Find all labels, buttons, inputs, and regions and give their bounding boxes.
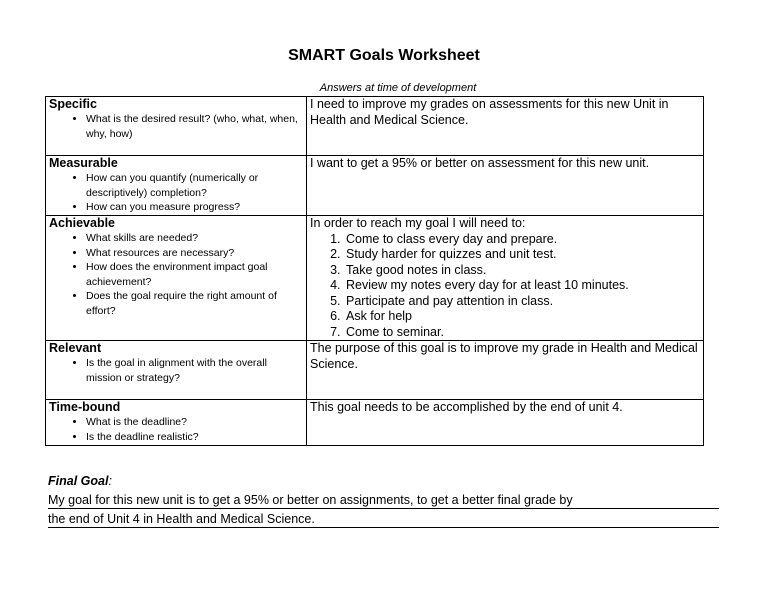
question-item: • Is the goal in alignment with the overall mission or strategy? [86, 356, 302, 385]
criterion-cell [46, 341, 307, 400]
question-item: • What is the desired result? (who, what, when, why, how) [86, 112, 302, 141]
question-item: • How can you quantify (numerically or descriptively) completion? [86, 171, 302, 200]
action-step: 7. Come to seminar. [344, 325, 703, 341]
action-step: 6. Ask for help [344, 309, 703, 325]
guiding-questions [49, 415, 306, 444]
guiding-questions [49, 171, 306, 215]
table-row-achievable [46, 216, 704, 341]
table-row-time-bound [46, 400, 704, 446]
question-item: • What skills are needed? [86, 231, 302, 246]
action-step: 5. Participate and pay attention in class. [344, 294, 703, 310]
criterion-cell [46, 400, 307, 446]
action-step: 4. Review my notes every day for at least 10 minutes. [344, 278, 703, 294]
table-row-measurable [46, 156, 704, 216]
criterion-measurable: Measurable [49, 156, 118, 170]
final-goal-line-1: My goal for this new unit is to get a 95% or better on assignments, to get a better final grade by [48, 493, 719, 509]
answer-time-bound: This goal needs to be accomplished by the end of unit 4. [307, 400, 704, 446]
question-item: • What resources are necessary? [86, 246, 302, 261]
criterion-relevant: Relevant [49, 341, 102, 355]
guiding-questions [49, 112, 306, 141]
answer-achievable [307, 216, 704, 341]
criterion-cell [46, 97, 307, 156]
action-step: 1. Come to class every day and prepare. [344, 232, 703, 248]
action-steps-list [310, 232, 703, 341]
worksheet-title: SMART Goals Worksheet [288, 47, 480, 64]
answer-relevant: The purpose of this goal is to improve my grade in Health and Medical Science. [307, 341, 704, 400]
table-row-specific [46, 97, 704, 156]
final-goal-label [48, 474, 112, 488]
answer-specific: I need to improve my grades on assessments for this new Unit in Health and Medical Science. [307, 97, 704, 156]
smart-goals-table [45, 96, 704, 446]
criterion-specific: Specific [49, 97, 97, 111]
action-step: 3. Take good notes in class. [344, 263, 703, 279]
question-item: • Does the goal require the right amount of effort? [86, 289, 302, 318]
answers-caption: Answers at time of development [319, 82, 477, 94]
question-item: • How does the environment impact goal achievement? [86, 260, 302, 289]
guiding-questions [49, 356, 306, 385]
criterion-achievable: Achievable [49, 216, 116, 230]
question-item: • Is the deadline realistic? [86, 430, 302, 445]
table-row-relevant [46, 341, 704, 400]
final-goal-line-2: the end of Unit 4 in Health and Medical Science. [48, 512, 719, 528]
guiding-questions [49, 231, 306, 318]
action-step: 2. Study harder for quizzes and unit test. [344, 247, 703, 263]
answer-intro: In order to reach my goal I will need to: [310, 216, 526, 230]
question-item: • How can you measure progress? [86, 200, 302, 215]
final-goal-heading: Final Goal [48, 474, 109, 488]
question-item: • What is the deadline? [86, 415, 302, 430]
criterion-cell [46, 216, 307, 341]
answer-measurable: I want to get a 95% or better on assessment for this new unit. [307, 156, 704, 216]
criterion-cell [46, 156, 307, 216]
criterion-time-bound: Time-bound [49, 400, 121, 414]
final-goal-colon: : [108, 474, 112, 488]
